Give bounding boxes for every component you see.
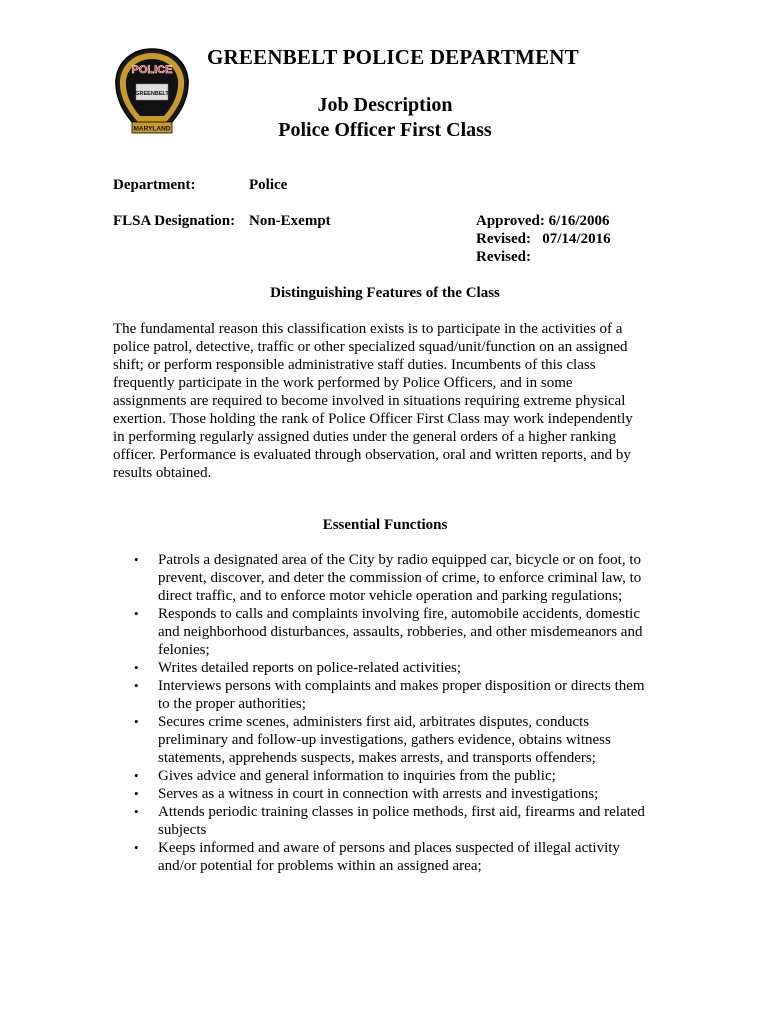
bullet: • — [134, 606, 139, 621]
features-heading: Distinguishing Features of the Class — [270, 285, 500, 301]
bullet: • — [134, 768, 139, 783]
bullet: • — [134, 840, 139, 855]
bullet: • — [134, 804, 139, 819]
list-item: • Responds to calls and complaints involving fire, automobile accidents, domestic and neighborhood disturbances, assaults, robberies, and other misdemeanors and felonies; — [134, 606, 643, 658]
bullet: • — [134, 660, 139, 675]
flsa-value: Non-Exempt — [249, 213, 331, 229]
bullet: • — [134, 786, 139, 801]
doc-subtitle: Job Description — [317, 94, 453, 116]
approved-date: Approved: 6/16/2006 — [476, 213, 610, 229]
flsa-label: FLSA Designation: — [113, 213, 236, 229]
list-item: • Patrols a designated area of the City by radio equipped car, bicycle or on foot, to prevent, discover, and deter the commission of crime, to enforce criminal law, to direct traffic, and to enforce motor vehicle operation and parking regulations; — [134, 552, 642, 604]
department-value: Police — [249, 177, 288, 193]
list-item: • Attends periodic training classes in police methods, first aid, firearms and related subjects — [134, 804, 645, 838]
bullet: • — [134, 714, 139, 729]
list-item: • Writes detailed reports on police-related activities; — [134, 660, 462, 676]
revised-date-blank: Revised: — [476, 249, 531, 265]
list-item: • Interviews persons with complaints and makes proper disposition or directs them to the proper authorities; — [134, 678, 645, 712]
essential-functions-list — [113, 551, 658, 875]
bullet: • — [134, 678, 139, 693]
list-item: • Keeps informed and aware of persons and places suspected of illegal activity and/or potential for problems within an assigned area; — [134, 840, 620, 874]
list-item: • Serves as a witness in court in connection with arrests and investigations; — [134, 786, 599, 802]
position-title: Police Officer First Class — [278, 119, 492, 141]
revised-date: Revised: 07/14/2016 — [476, 231, 611, 247]
department-title: GREENBELT POLICE DEPARTMENT — [207, 45, 579, 69]
features-paragraph: The fundamental reason this classification exists is to participate in the activities of a police patrol, detective, traffic or other specialized squad/unit/function on an assigned shift; or perform responsible administrative staff duties. Incumbents of this class frequently participate in the work performed by Police Officers, and in some assignments are required to become involved in situations requiring extreme physical exertion. Those holding the rank of Police Officer First Class may work independently in performing regularly assigned duties under the general orders of a higher ranking officer. Performance is evaluated through observation, oral and written reports, and by results obtained. — [113, 321, 633, 481]
list-item: • Gives advice and general information to inquiries from the public; — [134, 768, 556, 784]
list-item: • Secures crime scenes, administers first aid, arbitrates disputes, conducts preliminary and follow-up investigations, gathers evidence, obtains witness statements, apprehends suspects, makes arrests, and transports offenders; — [134, 714, 611, 766]
department-label: Department: — [113, 177, 196, 193]
svg-text:MARYLAND: MARYLAND — [133, 125, 171, 133]
svg-text:POLICE: POLICE — [131, 64, 173, 76]
essential-functions-heading: Essential Functions — [322, 517, 448, 533]
svg-text:GREENBELT: GREENBELT — [135, 91, 169, 97]
bullet: • — [134, 552, 139, 567]
